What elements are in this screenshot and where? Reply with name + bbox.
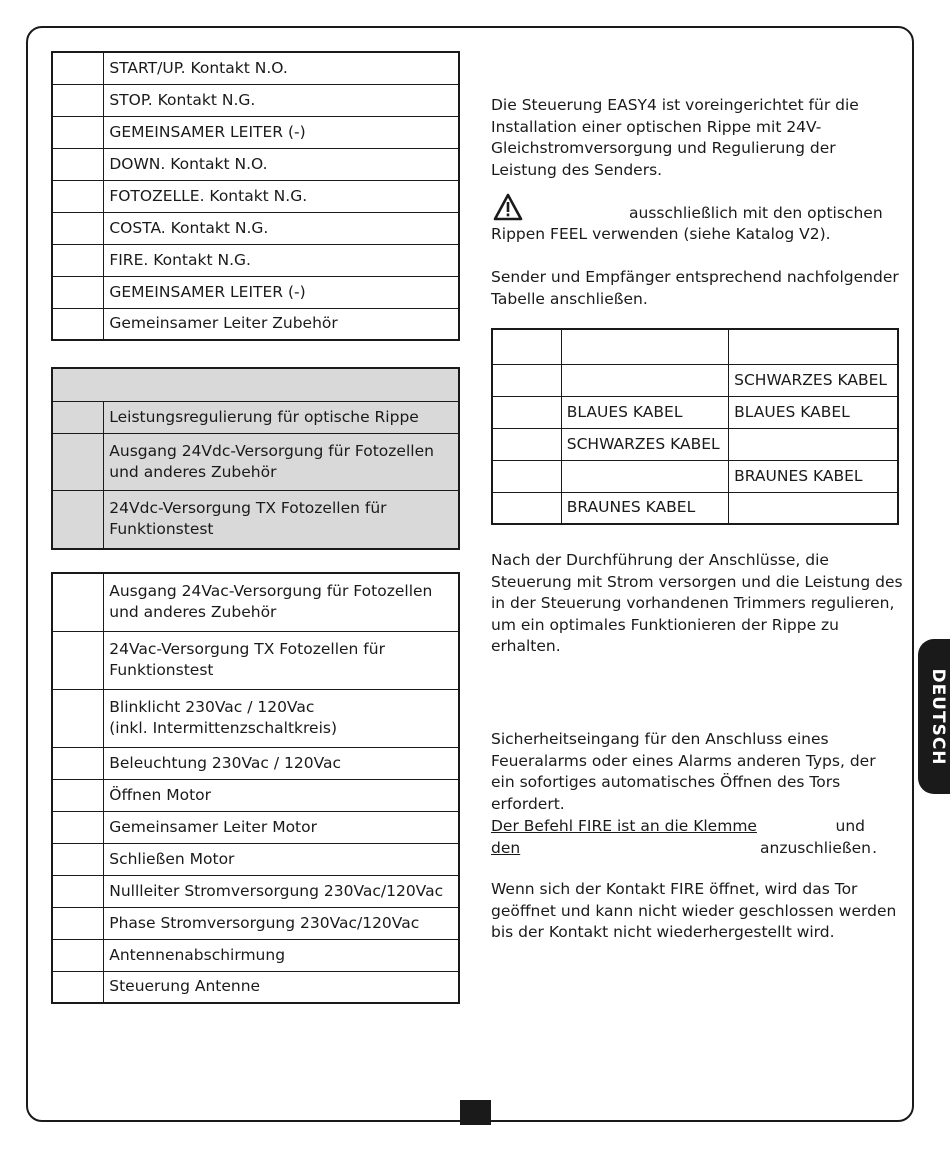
terminal-description: GEMEINSAMER LEITER (-) [104,276,459,308]
terminal-number [52,180,104,212]
terminal-description: 24Vac-Versorgung TX Fotozellen für Funktionstest [104,631,459,689]
table-cell [729,428,898,460]
terminal-number [52,433,104,490]
table-row [52,939,459,971]
table-row [52,631,459,689]
table-row [52,747,459,779]
table-header-cell [561,329,728,364]
language-tab-label: DEUTSCH [928,667,948,766]
fire-command-line2-end: anzuschließen [760,838,871,857]
terminal-description: Leistungsregulierung für optische Rippe [104,401,459,433]
terminal-table-24vdc [51,367,460,550]
terminal-number [52,875,104,907]
table-cell [561,460,728,492]
terminal-number [52,689,104,747]
intro-paragraph: Die Steuerung EASY4 ist voreingerichtet für die Installation einer optischen Rippe mit 24V-Gleichstromversorgung und Regulierung der Leistung des Senders. [491,96,859,179]
table-row [52,52,459,84]
fire-command-line2 [491,838,903,860]
table-row [52,148,459,180]
terminal-number [52,907,104,939]
warning-text-line2: Rippen FEEL verwenden (siehe Katalog V2). [491,225,831,243]
table-row [52,811,459,843]
terminal-description: Ausgang 24Vdc-Versorgung für Fotozellen und anderes Zubehör [104,433,459,490]
terminal-description: DOWN. Kontakt N.O. [104,148,459,180]
terminal-table-control [51,51,460,341]
table-row [52,907,459,939]
table-cell [492,460,561,492]
terminal-number [52,401,104,433]
fire-command-line1-start: Der Befehl FIRE ist an die Klemme [491,817,757,835]
table-row [52,490,459,549]
table-cell: SCHWARZES KABEL [729,364,898,396]
table-row [52,212,459,244]
connect-paragraph: Sender und Empfänger entsprechend nachfolgender Tabelle anschließen. [491,268,899,308]
table-row [52,84,459,116]
table-row [52,843,459,875]
terminal-description-line2: (inkl. Intermittenzschaltkreis) [109,719,338,737]
terminal-description: Schließen Motor [104,843,459,875]
table-row [52,244,459,276]
terminal-number [52,939,104,971]
fire-open-paragraph: Wenn sich der Kontakt FIRE öffnet, wird das Tor geöffnet und kann nicht wieder geschlossen werden bis der Kontakt nicht wiederhergestellt wird. [491,880,897,941]
terminal-description: Beleuchtung 230Vac / 120Vac [104,747,459,779]
terminal-description: 24Vdc-Versorgung TX Fotozellen für Funktionstest [104,490,459,549]
terminal-table-power [51,572,460,1004]
terminal-description: Steuerung Antenne [104,971,459,1003]
terminal-number [52,811,104,843]
fire-command-line2-start: den [491,838,521,857]
table-cell: SCHWARZES KABEL [561,428,728,460]
table-row [492,428,898,460]
terminal-description: Öffnen Motor [104,779,459,811]
table-row [52,689,459,747]
terminal-number [52,308,104,340]
table-cell [729,492,898,524]
table-header-row [492,329,898,364]
table-header-row [52,368,459,401]
terminal-table-control-body [52,52,459,340]
terminal-number [52,212,104,244]
terminal-number [52,244,104,276]
terminal-description [104,689,459,747]
table-row [52,573,459,631]
terminal-description: STOP. Kontakt N.G. [104,84,459,116]
table-row [52,276,459,308]
terminal-number [52,148,104,180]
terminal-number [52,747,104,779]
table-row [52,401,459,433]
table-header-cell [492,329,561,364]
table-header-cell [729,329,898,364]
terminal-number [52,779,104,811]
table-row [52,875,459,907]
terminal-description: Ausgang 24Vac-Versorgung für Fotozellen und anderes Zubehör [104,573,459,631]
page-number-marker [460,1100,491,1125]
table-cell: BLAUES KABEL [729,396,898,428]
table-cell: BRAUNES KABEL [561,492,728,524]
table-cell [492,492,561,524]
warning-triangle-icon [493,193,523,221]
language-tab [918,639,950,794]
terminal-number [52,573,104,631]
terminal-description-line1: Blinklicht 230Vac / 120Vac [109,698,315,716]
terminal-description: Antennenabschirmung [104,939,459,971]
terminal-number [52,276,104,308]
fire-command-line1-end: und [835,817,865,835]
table-row [52,116,459,148]
terminal-description: FOTOZELLE. Kontakt N.G. [104,180,459,212]
terminal-description: START/UP. Kontakt N.O. [104,52,459,84]
table-row [52,433,459,490]
table-cell: BLAUES KABEL [561,396,728,428]
terminal-description: Gemeinsamer Leiter Motor [104,811,459,843]
table-cell [561,364,728,396]
terminal-description: GEMEINSAMER LEITER (-) [104,116,459,148]
after-connect-paragraph: Nach der Durchführung der Anschlüsse, die Steuerung mit Strom versorgen und die Leistung des in der Steuerung vorhandenen Trimmers regulieren, um ein optimales Funktionieren der Rippe zu erhalten. [491,551,903,655]
fire-command-period: . [872,838,877,857]
table-cell [492,396,561,428]
terminal-number [52,490,104,549]
fire-command-paragraph [491,816,903,859]
terminal-description: Gemeinsamer Leiter Zubehör [104,308,459,340]
table-row [492,460,898,492]
terminal-number [52,971,104,1003]
terminal-number [52,631,104,689]
terminal-number [52,84,104,116]
table-row [52,180,459,212]
warning-text-line1: ausschließlich mit den optischen [629,204,883,222]
table-cell: BRAUNES KABEL [729,460,898,492]
table-row [492,492,898,524]
table-row [492,364,898,396]
terminal-number [52,52,104,84]
table-header-cell [52,368,459,401]
table-row [52,971,459,1003]
table-row [492,396,898,428]
cable-table [491,328,899,525]
terminal-description: FIRE. Kontakt N.G. [104,244,459,276]
terminal-number [52,116,104,148]
table-cell [492,428,561,460]
table-row [52,779,459,811]
fire-command-line1 [491,816,903,838]
terminal-number [52,843,104,875]
terminal-description: Nullleiter Stromversorgung 230Vac/120Vac [104,875,459,907]
table-cell [492,364,561,396]
terminal-description: COSTA. Kontakt N.G. [104,212,459,244]
terminal-description: Phase Stromversorgung 230Vac/120Vac [104,907,459,939]
fire-description-paragraph: Sicherheitseingang für den Anschluss eines Feueralarms oder eines Alarms anderen Typs, der ein sofortiges automatisches Öffnen des Tors erfordert. [491,730,876,813]
table-row [52,308,459,340]
